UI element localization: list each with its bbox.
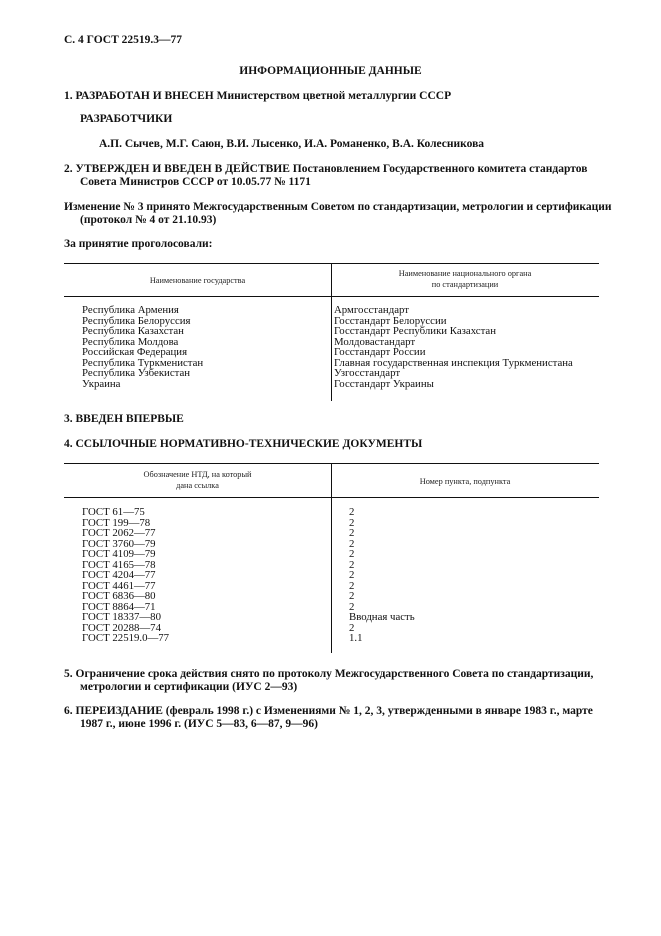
section-4 [64, 438, 422, 451]
state-name: Российская Федерация [82, 346, 188, 358]
reference-document: ГОСТ 22519.0—77 [82, 632, 170, 644]
section-2-lead: УТВЕРЖДЕН И ВВЕДЕН В ДЕЙСТВИЕ [75, 163, 290, 175]
section-5-number: 5. [64, 668, 73, 680]
standards-body-name: Госстандарт Республики Казахстан [334, 325, 496, 337]
reference-item-number: 2 [349, 579, 355, 592]
amendment-line2: (протокол № 4 от 21.10.93) [80, 214, 217, 226]
reference-item-number: 2 [349, 569, 355, 581]
reference-document: ГОСТ 6836—80 [82, 590, 156, 602]
state-name: Республика Узбекистан [82, 367, 191, 379]
state-name: Республика Белоруссия [82, 314, 191, 327]
voting-bodies-list [334, 305, 573, 389]
voting-col-state-header: Наименование государства [149, 276, 246, 285]
voting-col-body-header-line2: по стандартизации [431, 280, 499, 289]
reference-document: ГОСТ 20288—74 [82, 621, 161, 634]
reference-item-number: 2 [349, 590, 355, 602]
section-5 [64, 668, 593, 681]
reference-document: ГОСТ 4109—79 [82, 548, 156, 560]
section-6-number: 6. [64, 705, 73, 717]
state-name: Республика Казахстан [82, 325, 184, 337]
section-6-line1: ПЕРЕИЗДАНИЕ (февраль 1998 г.) с Изменениями № 1, 2, 3, утвержденными в январе 1983 г., марте [75, 705, 593, 717]
section-1-number: 1. [64, 90, 73, 102]
section-2-line1: Постановлением Государственного комитета стандартов [292, 163, 588, 175]
reference-item-number: 2 [349, 600, 355, 613]
reference-item-number: 2 [349, 516, 355, 529]
standards-body-name: Армгосстандарт [334, 304, 409, 316]
section-4-number: 4. [64, 438, 73, 450]
section-3-text: ВВЕДЕН ВПЕРВЫЕ [75, 413, 184, 425]
section-1-lead: РАЗРАБОТАН И ВНЕСЕН [75, 90, 214, 102]
section-6 [64, 705, 593, 718]
page-header: С. 4 ГОСТ 22519.3—77 [64, 34, 183, 46]
reference-document: ГОСТ 199—78 [82, 516, 151, 529]
standards-body-name: Молдовастандарт [334, 335, 416, 348]
reference-document: ГОСТ 61—75 [82, 506, 145, 518]
reference-document: ГОСТ 4165—78 [82, 558, 156, 571]
section-2-number: 2. [64, 163, 73, 175]
voting-col-body-header-line1: Наименование национального органа [398, 269, 532, 278]
standards-body-name: Госстандарт России [334, 346, 426, 358]
reference-item-number: 2 [349, 527, 355, 539]
standards-body-name: Узгосстандарт [334, 367, 401, 379]
ref-col-doc-header-line2: дана ссылка [176, 481, 219, 490]
section-4-text: ССЫЛОЧНЫЕ НОРМАТИВНО-ТЕХНИЧЕСКИЕ ДОКУМЕНТЫ [75, 438, 423, 450]
section-5-line1: Ограничение срока действия снято по протоколу Межгосударственного Совета по стандартизации, [75, 668, 594, 680]
ref-col-item-header: Номер пункта, подпункта [419, 477, 511, 486]
reference-document: ГОСТ 18337—80 [82, 611, 161, 623]
ref-docs-list [82, 507, 169, 644]
state-name: Украина [82, 377, 121, 390]
reference-document: ГОСТ 4204—77 [82, 569, 156, 581]
section-6-line2: 1987 г., июне 1996 г. (ИУС 5—83, 6—87, 9—96) [80, 718, 318, 730]
section-5-line2: метрологии и сертификации (ИУС 2—93) [80, 681, 298, 693]
section-3-number: 3. [64, 413, 73, 425]
amendment-line1: Изменение № 3 принято Межгосударственным Советом по стандартизации, метрологии и сертификации [64, 201, 612, 213]
section-1-text: Министерством цветной металлургии СССР [216, 90, 452, 102]
ref-items-list [349, 507, 415, 644]
section-2-line2: Совета Министров СССР от 10.05.77 № 1171 [80, 176, 311, 188]
standards-body-name: Госстандарт Белоруссии [334, 314, 447, 327]
section-3 [64, 413, 184, 426]
section-2 [64, 163, 587, 176]
ref-col-doc-header-line1: Обозначение НТД, на который [143, 470, 252, 479]
reference-item-number: 1.1 [349, 632, 363, 644]
reference-document: ГОСТ 4461—77 [82, 579, 156, 592]
developers-label: РАЗРАБОТЧИКИ [80, 113, 173, 125]
standards-body-name: Главная государственная инспекция Туркменистана [334, 356, 573, 369]
reference-item-number: 2 [349, 506, 355, 518]
state-name: Республика Туркменистан [82, 356, 204, 369]
reference-item-number: 2 [349, 621, 355, 634]
reference-item-number: Вводная часть [349, 611, 415, 623]
developers-list: А.П. Сычев, М.Г. Саюн, В.И. Лысенко, И.А. Романенко, В.А. Колесникова [99, 138, 485, 150]
reference-document: ГОСТ 2062—77 [82, 527, 156, 539]
standards-body-name: Госстандарт Украины [334, 377, 434, 390]
state-name: Республика Армения [82, 304, 179, 316]
ref-table-divider [331, 463, 332, 653]
reference-document: ГОСТ 3760—79 [82, 537, 156, 550]
reference-item-number: 2 [349, 537, 355, 550]
voted-label: За принятие проголосовали: [64, 238, 213, 250]
state-name: Республика Молдова [82, 335, 179, 348]
page-title: ИНФОРМАЦИОННЫЕ ДАННЫЕ [239, 65, 422, 77]
reference-document: ГОСТ 8864—71 [82, 600, 156, 613]
reference-item-number: 2 [349, 558, 355, 571]
section-1 [64, 90, 451, 103]
voting-states-list [82, 305, 203, 389]
reference-item-number: 2 [349, 548, 355, 560]
